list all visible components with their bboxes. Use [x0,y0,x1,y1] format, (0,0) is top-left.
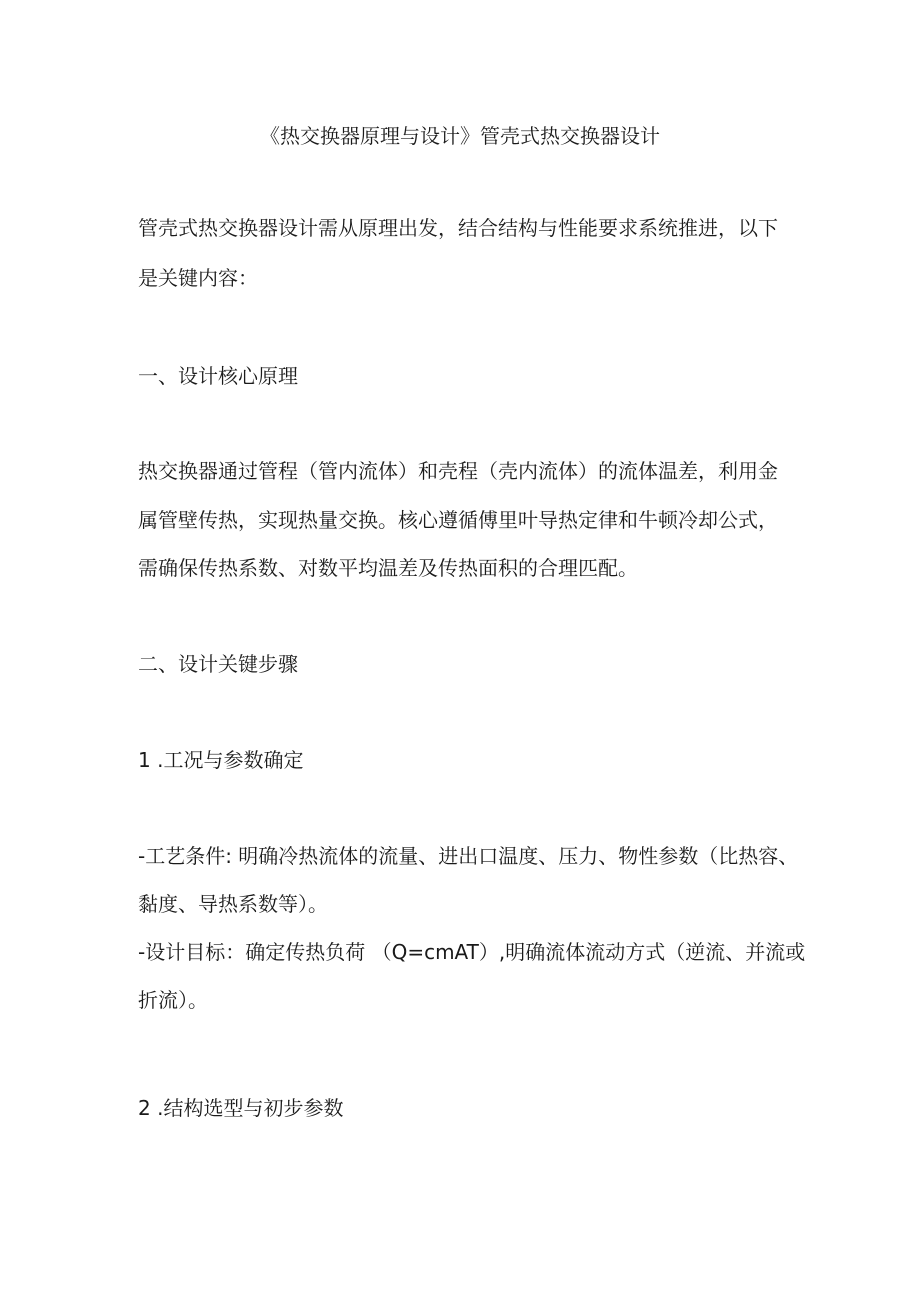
step-1-heading: 1 .工况与参数确定 [138,748,304,772]
section-2-heading: 二、设计关键步骤 [138,652,298,676]
intro-line-2: 是关键内容： [138,266,258,290]
section-1-line-2: 属管壁传热，实现热量交换。核心遵循傅里叶导热定律和牛顿冷却公式， [138,508,778,532]
step-1-item-1-line-2: 黏度、导热系数等）。 [138,892,328,916]
step-1-item-1-line-1: -工艺条件: 明确冷热流体的流量、进出口温度、压力、物性参数（比热容、 [138,844,799,868]
section-1-line-1: 热交换器通过管程（管内流体）和壳程（壳内流体）的流体温差，利用金 [138,459,778,483]
step-1-item-2-line-1: -设计目标：确定传热负荷 （Q=cmAT）,明确流体流动方式（逆流、并流或 [138,940,806,964]
step-2-heading: 2 .结构选型与初步参数 [138,1096,344,1120]
section-1-line-3: 需确保传热系数、对数平均温差及传热面积的合理匹配。 [138,556,638,580]
intro-line-1: 管壳式热交换器设计需从原理出发，结合结构与性能要求系统推进，以下 [138,216,778,240]
section-1-heading: 一、设计核心原理 [138,364,298,388]
step-1-item-2-line-2: 折流）。 [138,988,208,1012]
document-title: 《热交换器原理与设计》管壳式热交换器设计 [260,124,660,148]
